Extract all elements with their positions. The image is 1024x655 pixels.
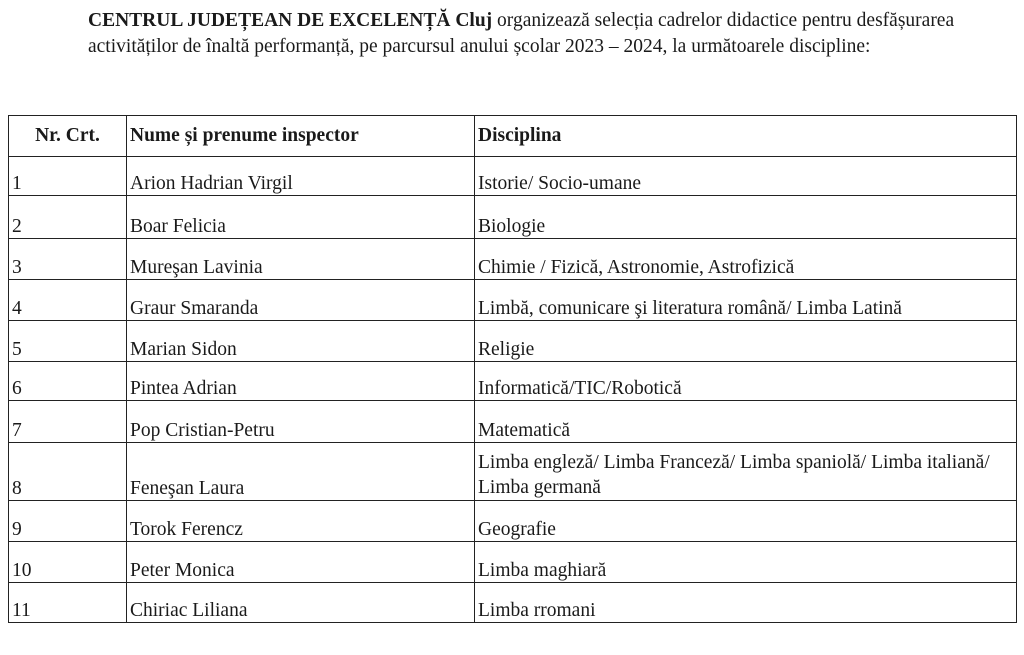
row-name: Peter Monica (127, 542, 475, 583)
row-nr: 7 (9, 401, 127, 443)
row-nr: 5 (9, 321, 127, 362)
table-row (9, 157, 1017, 196)
row-discipline: Religie (475, 321, 1017, 362)
table-row (9, 583, 1017, 623)
row-nr: 10 (9, 542, 127, 583)
inspectors-table (8, 115, 1017, 623)
row-discipline: Limbă, comunicare şi literatura română/ Limba Latină (475, 280, 1017, 321)
header-discipline: Disciplina (475, 116, 1017, 157)
row-discipline: Biologie (475, 196, 1017, 239)
table-row (9, 321, 1017, 362)
row-name: Marian Sidon (127, 321, 475, 362)
row-nr: 1 (9, 157, 127, 196)
row-nr: 3 (9, 239, 127, 280)
row-name: Graur Smaranda (127, 280, 475, 321)
row-name: Arion Hadrian Virgil (127, 157, 475, 196)
table-row (9, 280, 1017, 321)
row-discipline: Geografie (475, 501, 1017, 542)
row-name: Mureşan Lavinia (127, 239, 475, 280)
table-row (9, 443, 1017, 501)
row-name: Torok Ferencz (127, 501, 475, 542)
row-discipline: Limba rromani (475, 583, 1017, 623)
table-row (9, 362, 1017, 401)
table-row (9, 542, 1017, 583)
table-header-row (9, 116, 1017, 157)
row-discipline: Istorie/ Socio-umane (475, 157, 1017, 196)
table-row (9, 239, 1017, 280)
table-row (9, 196, 1017, 239)
row-discipline: Limba maghiară (475, 542, 1017, 583)
intro-text: organizează selecția cadrelor didactice pentru desfășurarea activităților de înaltă performanță, pe parcursul anului școlar 2023 – 2024, la următoarele discipline: (88, 10, 955, 57)
row-name: Pintea Adrian (127, 362, 475, 401)
row-discipline: Chimie / Fizică, Astronomie, Astrofizică (475, 239, 1017, 280)
header-name: Nume și prenume inspector (127, 116, 475, 157)
row-nr: 8 (9, 443, 127, 501)
row-discipline: Limba engleză/ Limba Franceză/ Limba spaniolă/ Limba italiană/ Limba germană (475, 443, 1017, 501)
row-nr: 2 (9, 196, 127, 239)
row-name: Feneşan Laura (127, 443, 475, 501)
row-nr: 9 (9, 501, 127, 542)
row-nr: 11 (9, 583, 127, 623)
table-row (9, 401, 1017, 443)
row-nr: 6 (9, 362, 127, 401)
institution-name: CENTRUL JUDEȚEAN DE EXCELENȚĂ Cluj (88, 10, 493, 31)
table-row (9, 501, 1017, 542)
header-nr: Nr. Crt. (9, 116, 127, 157)
row-name: Pop Cristian-Petru (127, 401, 475, 443)
row-name: Boar Felicia (127, 196, 475, 239)
row-name: Chiriac Liliana (127, 583, 475, 623)
row-discipline: Matematică (475, 401, 1017, 443)
row-discipline: Informatică/TIC/Robotică (475, 362, 1017, 401)
row-nr: 4 (9, 280, 127, 321)
intro-paragraph (88, 8, 968, 60)
